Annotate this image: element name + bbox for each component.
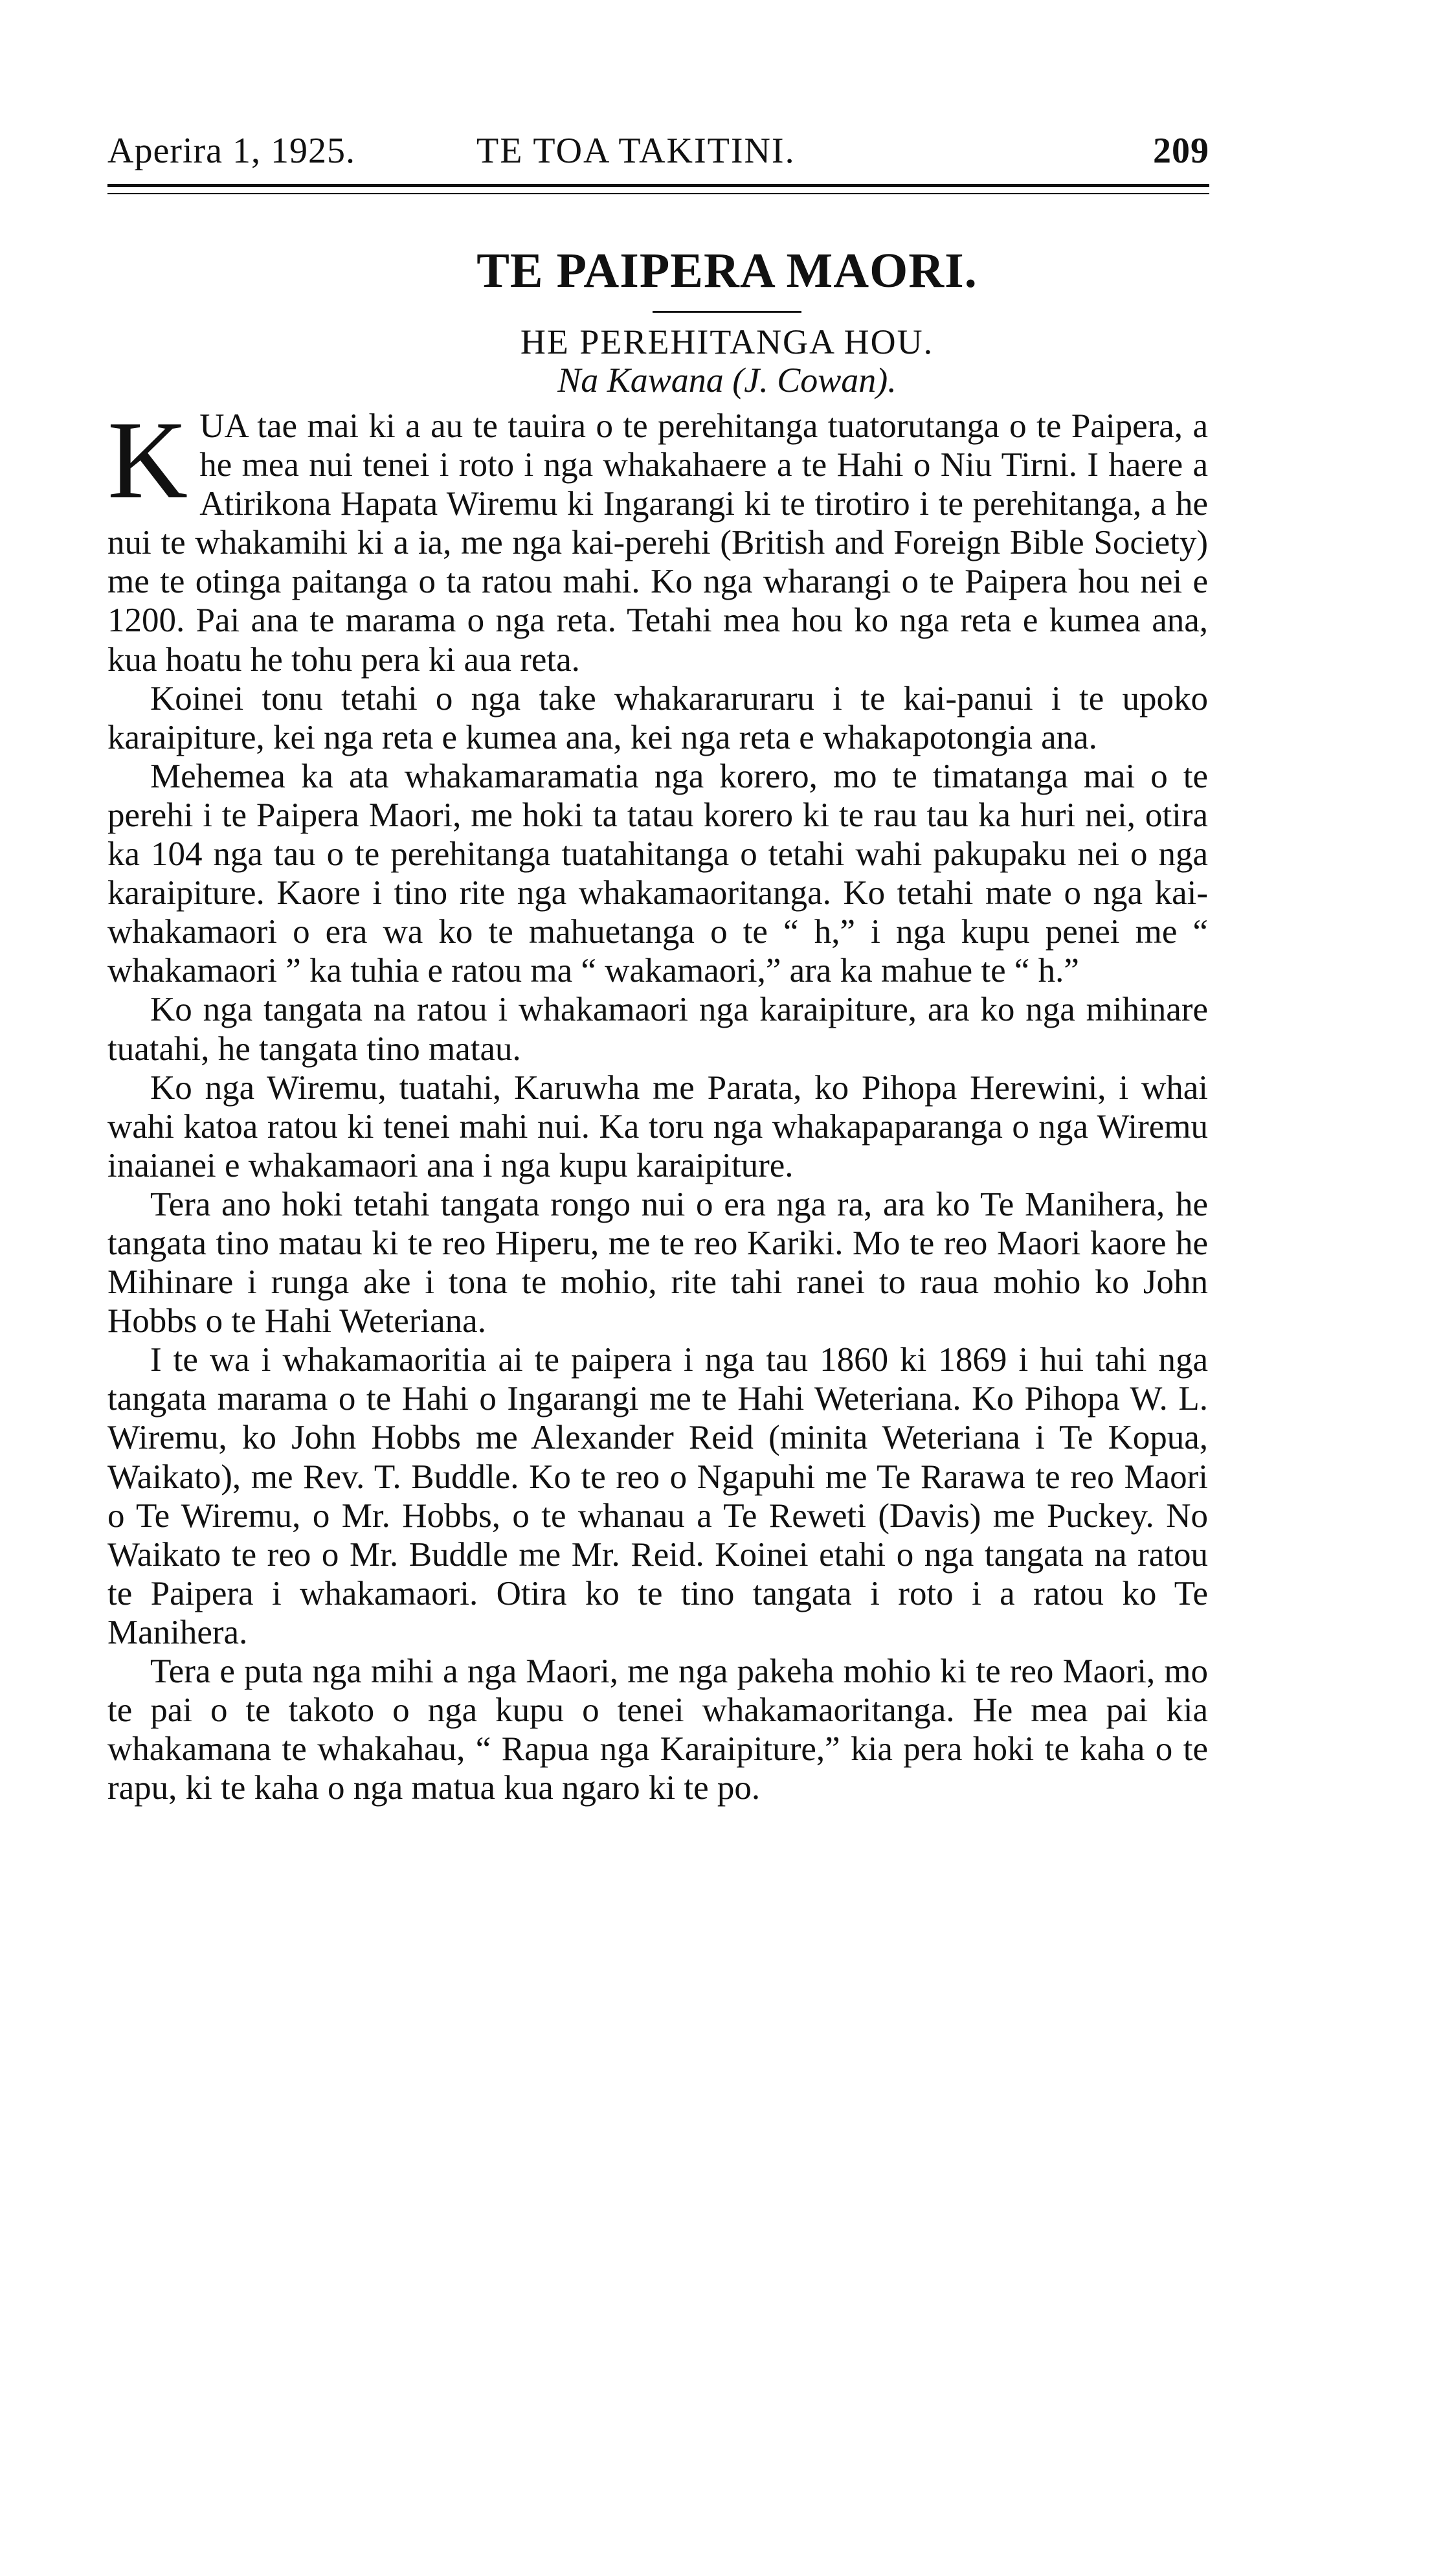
paragraph-5: Ko nga Wiremu, tuatahi, Karuwha me Parata, ko Pihopa Herewini, i whai wahi katoa ratou ki tenei mahi nui. Ka toru nga whakapaparanga o nga Wiremu inaianei e whakamaori ana i nga kupu karaipiture. — [107, 1068, 1208, 1184]
paragraph-7: I te wa i whakamaoritia ai te paipera i nga tau 1860 ki 1869 i hui tahi nga tangata marama o te Hahi o Ingarangi me te Hahi Weteriana. Ko Pihopa W. L. Wiremu, ko John Hobbs me Alexander Reid (minita Weteriana i Te Kopua, Waikato), me Rev. T. Buddle. Ko te reo o Ngapuhi me Te Rarawa te reo Maori o Te Wiremu, o Mr. Hobbs, o te whanau a Te Reweti (Davis) me Puckey. No Waikato te reo o Mr. Buddle me Mr. Reid. Koinei etahi o nga tangata na ratou te Paipera i whakamaori. Otira ko te tino tangata i roto i a ratou ko Te Manihera. — [107, 1341, 1208, 1651]
page-number: 209 — [1153, 131, 1209, 171]
drop-cap: K — [107, 399, 188, 522]
article-title: TE PAIPERA MAORI. — [476, 243, 978, 298]
article-byline: Na Kawana (J. Cowan). — [557, 361, 897, 400]
paragraph-4: Ko nga tangata na ratou i whakamaori nga karaipiture, ara ko nga mihinare tuatahi, he tangata tino matau. — [107, 991, 1208, 1068]
paragraph-1 — [107, 399, 1208, 679]
article-body — [107, 399, 1208, 1807]
running-header — [107, 128, 1209, 174]
header-rule-thin — [107, 193, 1209, 194]
paragraph-8: Tera e puta nga mihi a nga Maori, me nga pakeha mohio ki te reo Maori, mo te pai o te takoto o nga kupu o tenei whakamaoritanga. He mea pai kia whakamana te whakahau, “ Rapua nga Karaipiture,” kia pera hoki te kaha o te rapu, ki te kaha o nga matua kua ngaro ki te po. — [107, 1653, 1208, 1807]
paragraph-6: Tera ano hoki tetahi tangata rongo nui o era nga ra, ara ko Te Manihera, he tangata tino matau ki te reo Hiperu, me te reo Kariki. Mo te reo Maori kaore he Mihinare i runga ake i tona te mohio, rite tahi ranei to raua mohio ko John Hobbs o te Hahi Weteriana. — [107, 1185, 1208, 1340]
paragraph-2: Koinei tonu tetahi o nga take whakararuraru i te kai-panui i te upoko karaipiture, kei nga reta e kumea ana, kei nga reta e whakapotongia ana. — [107, 679, 1208, 756]
issue-date: Aperira 1, 1925. — [107, 131, 356, 171]
article-subtitle: HE PEREHITANGA HOU. — [520, 322, 934, 361]
paragraph-text: UA tae mai ki a au te tauira o te perehitanga tuatorutanga o te Paipera, a he mea nui tenei i roto i nga whakahaere a te Hahi o Niu Tirni. I haere a Atirikona Hapata Wiremu ki Ingarangi ki te tirotiro i te perehitanga, a he nui te whakamihi ki a ia, me nga kai-perehi (British and Foreign Bible Society) me te otinga paitanga o ta ratou mahi. Ko nga wharangi o te Paipera hou nei e 1200. Pai ana te marama o nga reta. Tetahi mea hou ko nga reta e kumea ana, kua hoatu he tohu pera ki aua reta. — [107, 407, 1208, 679]
title-divider — [653, 311, 801, 313]
header-rule-thick — [107, 184, 1209, 187]
paragraph-3: Mehemea ka ata whakamaramatia nga korero, mo te timatanga mai o te perehi i te Paipera Maori, me hoki ta tatau korero ki te rau tau ka huri nei, otira ka 104 nga tau o te perehitanga tuatahitanga o tetahi wahi pakupaku nei o nga karaipiture. Kaore i tino rite nga whakamaoritanga. Ko tetahi mate o nga kai-whakamaori o era wa ko te mahuetanga o te “ h,” i nga kupu penei me “ whakamaori ” ka tuhia e ratou ma “ wakamaori,” ara ka mahue te “ h.” — [107, 757, 1208, 990]
publication-title: TE TOA TAKITINI. — [476, 131, 796, 171]
